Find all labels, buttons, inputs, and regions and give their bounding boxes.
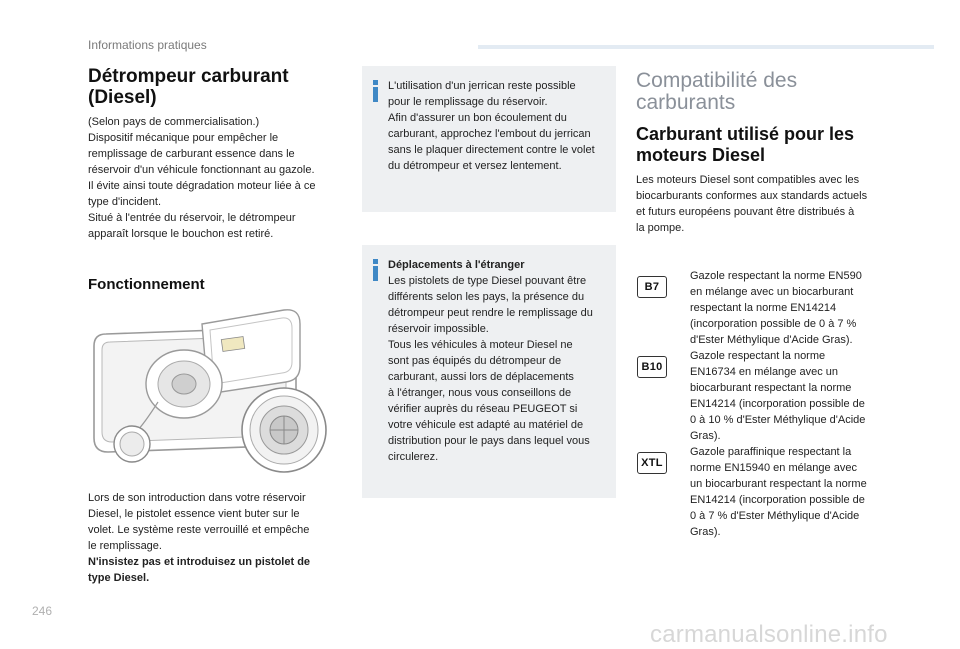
info-icon bbox=[370, 259, 382, 281]
info-line: carburant, aussi lors de déplacements bbox=[388, 371, 574, 383]
info-line: distribution pour le pays dans lequel vous bbox=[388, 435, 590, 447]
right-title bbox=[636, 70, 916, 114]
left-intro-line: type d'incident. bbox=[88, 196, 162, 208]
right-intro-line: biocarburants conformes aux standards actuels bbox=[636, 190, 868, 202]
info-line: Les pistolets de type Diesel pouvant être bbox=[388, 275, 587, 287]
info-line: carburant, approchez l'embout du jerrican bbox=[388, 128, 591, 140]
info-line: réservoir impossible. bbox=[388, 323, 489, 335]
right-subtitle-line2: moteurs Diesel bbox=[636, 145, 766, 165]
info-line: différents selon les pays, la présence du bbox=[388, 291, 585, 303]
fuel-line: EN14214 (incorporation possible de bbox=[690, 494, 865, 506]
fuel-line: norme EN15940 en mélange avec bbox=[690, 462, 857, 474]
fuel-line: Gras). bbox=[690, 526, 721, 538]
left-intro-line: (Selon pays de commercialisation.) bbox=[88, 116, 260, 128]
info-line: L'utilisation d'un jerrican reste possible bbox=[388, 80, 576, 92]
info-line: pour le remplissage du réservoir. bbox=[388, 96, 548, 108]
fuel-line: EN14214 (incorporation possible de bbox=[690, 398, 865, 410]
info-box-title: Déplacements à l'étranger bbox=[388, 259, 525, 271]
left-body-line: le remplissage. bbox=[88, 540, 162, 552]
fuel-line: un biocarburant respectant la norme bbox=[690, 478, 867, 490]
fuel-description-b7 bbox=[690, 268, 890, 348]
fuel-line: en mélange avec un biocarburant bbox=[690, 286, 854, 298]
fuel-line: Gras). bbox=[690, 430, 721, 442]
left-intro-line: Situé à l'entrée du réservoir, le détrompeur bbox=[88, 212, 296, 224]
fuel-filler-illustration bbox=[84, 306, 354, 478]
left-body-line: Lors de son introduction dans votre réservoir bbox=[88, 492, 306, 504]
left-warning-line: type Diesel. bbox=[88, 572, 150, 584]
left-intro-line: réservoir d'un véhicule fonctionnant au gazole. bbox=[88, 164, 315, 176]
right-subtitle bbox=[636, 124, 916, 166]
left-title-line1: Détrompeur carburant bbox=[88, 66, 289, 87]
right-intro-line: et futurs européens pouvant être distribués à bbox=[636, 206, 855, 218]
fuel-badge-b7: B7 bbox=[637, 276, 667, 298]
left-intro-line: Dispositif mécanique pour empêcher le bbox=[88, 132, 279, 144]
fuel-line: Gazole paraffinique respectant la bbox=[690, 446, 852, 458]
info-line: Afin d'assurer un bon écoulement du bbox=[388, 112, 567, 124]
info-line: détrompeur peut rendre le remplissage du bbox=[388, 307, 593, 319]
fuel-line: 0 à 10 % d'Ester Méthylique d'Acide bbox=[690, 414, 866, 426]
fuel-badge-b10: B10 bbox=[637, 356, 667, 378]
fuel-line: respectant la norme EN14214 bbox=[690, 302, 837, 314]
fuel-description-b10 bbox=[690, 348, 890, 444]
fuel-line: Gazole respectant la norme bbox=[690, 350, 826, 362]
watermark: carmanualsonline.info bbox=[650, 621, 888, 648]
left-title-line2: (Diesel) bbox=[88, 87, 157, 108]
left-body-line: volet. Le système reste verrouillé et empêche bbox=[88, 524, 310, 536]
info-line: vérifier auprès du réseau PEUGEOT si bbox=[388, 403, 578, 415]
info-icon bbox=[370, 80, 382, 102]
right-title-line2: carburants bbox=[636, 91, 736, 114]
info-line: sont pas équipés du détrompeur de bbox=[388, 355, 562, 367]
left-title bbox=[88, 66, 348, 108]
left-body-line: Diesel, le pistolet essence vient buter sur le bbox=[88, 508, 300, 520]
fuel-line: Gazole respectant la norme EN590 bbox=[690, 270, 862, 282]
left-intro bbox=[88, 114, 350, 242]
info-line: votre véhicule est adapté au matériel de bbox=[388, 419, 584, 431]
fuel-description-xtl bbox=[690, 444, 890, 540]
right-title-line1: Compatibilité des bbox=[636, 69, 798, 92]
info-box-abroad bbox=[362, 245, 616, 498]
left-body bbox=[88, 490, 350, 586]
section-label: Informations pratiques bbox=[88, 38, 207, 52]
left-warning-line: N'insistez pas et introduisez un pistolet de bbox=[88, 556, 311, 568]
info-box-jerrican bbox=[362, 66, 616, 212]
right-intro bbox=[636, 172, 900, 236]
info-line: sans le plaquer directement contre le volet bbox=[388, 144, 595, 156]
info-line: Tous les véhicules à moteur Diesel ne bbox=[388, 339, 573, 351]
fuel-badge-xtl: XTL bbox=[637, 452, 667, 474]
left-intro-line: remplissage de carburant essence dans le bbox=[88, 148, 295, 160]
right-subtitle-line1: Carburant utilisé pour les bbox=[636, 124, 855, 144]
fuel-line: 0 à 7 % d'Ester Méthylique d'Acide bbox=[690, 510, 860, 522]
fonctionnement-heading: Fonctionnement bbox=[88, 276, 205, 293]
left-intro-line: Il évite ainsi toute dégradation moteur liée à ce bbox=[88, 180, 316, 192]
fuel-line: d'Ester Méthylique d'Acide Gras). bbox=[690, 334, 853, 346]
info-line: circulerez. bbox=[388, 451, 439, 463]
fuel-line: EN16734 en mélange avec un bbox=[690, 366, 838, 378]
fuel-line: (incorporation possible de 0 à 7 % bbox=[690, 318, 857, 330]
page-number: 246 bbox=[32, 604, 53, 618]
left-intro-line: apparaît lorsque le bouchon est retiré. bbox=[88, 228, 274, 240]
info-line: du détrompeur et versez lentement. bbox=[388, 160, 562, 172]
fuel-line: biocarburant respectant la norme bbox=[690, 382, 852, 394]
right-intro-line: la pompe. bbox=[636, 222, 685, 234]
header-rule bbox=[478, 45, 934, 49]
info-line: à l'étranger, nous vous conseillons de bbox=[388, 387, 572, 399]
right-intro-line: Les moteurs Diesel sont compatibles avec les bbox=[636, 174, 860, 186]
